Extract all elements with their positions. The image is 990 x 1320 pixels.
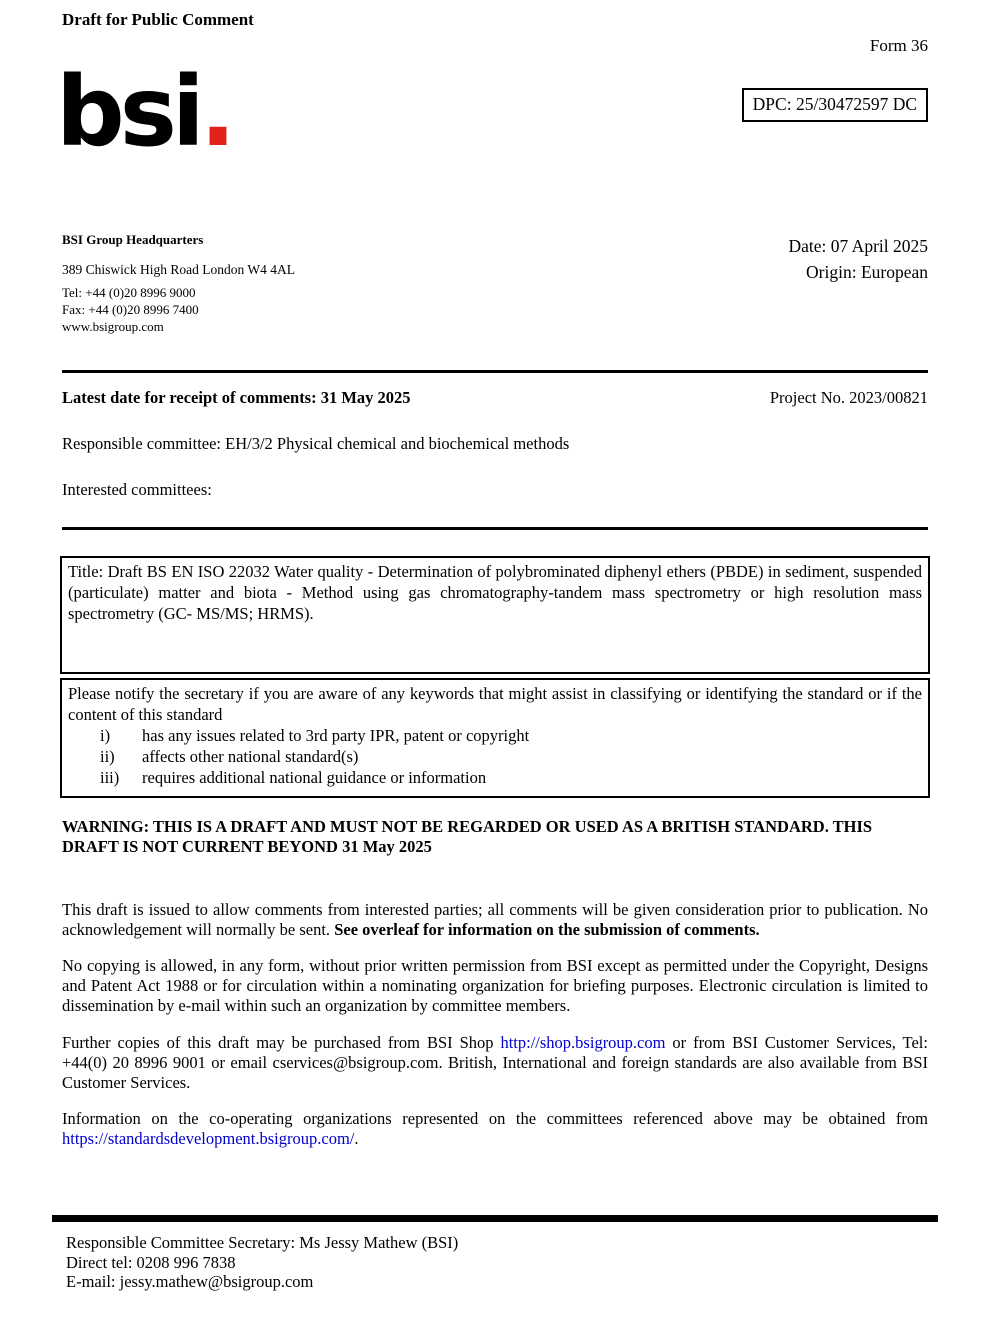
interested-committees: Interested committees: <box>62 480 212 499</box>
secretary-direct-tel: Direct tel: 0208 996 7838 <box>66 1252 236 1272</box>
bsi-logo-dot: . <box>199 56 232 168</box>
list-item <box>68 767 922 788</box>
paragraph-cooperating-organizations <box>62 1109 928 1149</box>
dpc-number-box <box>742 88 928 122</box>
list-item-marker: iii) <box>100 768 120 787</box>
paragraph-text: Further copies of this draft may be purchased from BSI Shop <box>62 1032 501 1052</box>
list-item <box>68 725 922 746</box>
standard-title-text: Title: Draft BS EN ISO 22032 Water quality - Determination of polybrominated diphenyl ethers (PBDE) in sediment, suspended (particulate) matter and biota - Method using gas chromatography-tandem mass spectrometry or high resolution mass spectrometry (GC- MS/MS; HRMS). <box>68 562 922 623</box>
horizontal-divider-middle <box>62 527 928 530</box>
footer-contact-block <box>66 1233 458 1292</box>
keywords-intro: Please notify the secretary if you are aware of any keywords that might assist in classifying or identifying the standard or if the content of this standard <box>68 684 922 724</box>
street-address: 389 Chiswick High Road London W4 4AL <box>62 262 295 277</box>
document-origin: Origin: European <box>806 262 928 282</box>
paragraph-comments-issued <box>62 900 928 940</box>
fax-number: Fax: +44 (0)20 8996 7400 <box>62 302 199 317</box>
bsi-logo <box>56 56 232 168</box>
list-item-text: has any issues related to 3rd party IPR, patent or copyright <box>142 726 530 745</box>
hq-label: BSI Group Headquarters <box>62 232 204 247</box>
bsi-shop-link[interactable]: http://shop.bsigroup.com <box>500 1032 666 1052</box>
draft-for-public-comment-label: Draft for Public Comment <box>62 10 254 29</box>
list-item-marker: i) <box>100 726 111 745</box>
dpc-number: DPC: 25/30472597 DC <box>752 94 917 114</box>
standards-development-link[interactable]: https://standardsdevelopment.bsigroup.com/ <box>62 1128 355 1148</box>
paragraph-no-copying: No copying is allowed, in any form, without prior written permission from BSI except as permitted under the Copyright, Designs and Patent Act 1988 or for circulation within a nominating organization for briefing purposes. Electronic circulation is limited to dissemination by e-mail within such an organization by committee members. <box>62 955 928 1015</box>
committee-secretary: Responsible Committee Secretary: Ms Jessy Mathew (BSI) <box>66 1233 459 1252</box>
paragraph-further-copies <box>62 1033 928 1093</box>
form-number: Form 36 <box>869 36 928 55</box>
standard-title-box <box>60 556 930 674</box>
responsible-committee: Responsible committee: EH/3/2 Physical chemical and biochemical methods <box>62 434 570 453</box>
paragraph-text: . <box>354 1128 359 1148</box>
list-item-marker: ii) <box>100 747 115 766</box>
date-origin-block <box>789 233 929 285</box>
document-date: Date: 07 April 2025 <box>788 236 928 256</box>
website-address: www.bsigroup.com <box>62 319 164 334</box>
list-item-text: affects other national standard(s) <box>142 747 359 766</box>
address-block <box>62 232 295 335</box>
telephone-number: Tel: +44 (0)20 8996 9000 <box>62 285 196 300</box>
paragraph-text: Information on the co-operating organizations represented on the committees referenced above may be obtained from <box>62 1108 928 1128</box>
comments-deadline-row <box>62 388 928 408</box>
footer-divider-bar <box>52 1215 938 1222</box>
list-item <box>68 746 922 767</box>
draft-warning: WARNING: THIS IS A DRAFT AND MUST NOT BE REGARDED OR USED AS A BRITISH STANDARD. THIS DRAFT IS NOT CURRENT BEYOND 31 May 2025 <box>62 817 873 856</box>
keywords-notice-box <box>60 678 930 798</box>
paragraph-text: or from BSI Customer Services, Tel: +44(0) 20 8996 9001 or email cservices@bsigroup.com. British, International and foreign standards are also available from BSI Customer Services. <box>62 1032 928 1092</box>
bsi-logo-text: bsi <box>56 56 200 168</box>
horizontal-divider-top <box>62 370 928 373</box>
see-overleaf-note: See overleaf for information on the submission of comments. <box>334 919 760 939</box>
secretary-email: E-mail: jessy.mathew@bsigroup.com <box>66 1272 314 1291</box>
project-number: Project No. 2023/00821 <box>769 388 928 407</box>
latest-comments-date: Latest date for receipt of comments: 31 May 2025 <box>62 388 411 407</box>
paragraph-text: This draft is issued to allow comments from interested parties; all comments will be given consideration prior to publication. No acknowledgement will normally be sent. <box>62 899 928 939</box>
list-item-text: requires additional national guidance or information <box>142 768 487 787</box>
